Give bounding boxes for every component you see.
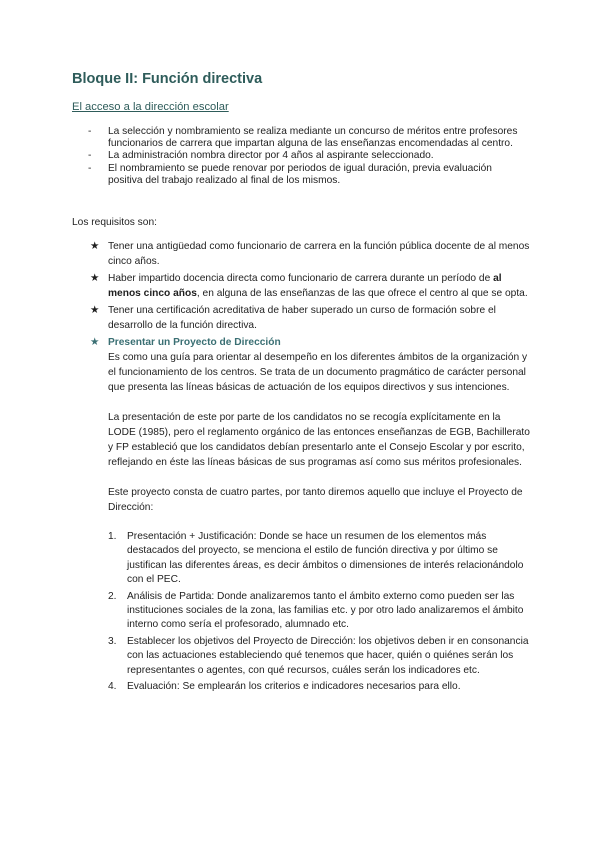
star-icon: ★ bbox=[90, 304, 100, 316]
part-number: 1. bbox=[108, 531, 117, 542]
project-paragraph: La presentación de este por parte de los candidatos no se recogía explícitamente en la LODE (1985), pero el reglamento orgánico de las entonces enseñanzas de EGB, Bachillerato y FP estableció que los candidatos debían presentarlo ante el Consejo Escolar y por escrito, reflejando en éste las líneas básicas de sus programas así como sus méritos profesionales. bbox=[108, 412, 530, 468]
subsection-title: El acceso a la dirección escolar bbox=[72, 101, 229, 113]
requirement-text: Haber impartido docencia directa como funcionario de carrera durante un período de bbox=[108, 273, 494, 284]
requirement-item bbox=[90, 239, 530, 269]
requirement-item-project bbox=[90, 335, 530, 694]
project-heading: Presentar un Proyecto de Dirección bbox=[108, 337, 281, 348]
access-item: - La administración nombra director por 4 años al aspirante seleccionado. bbox=[88, 150, 528, 162]
star-icon: ★ bbox=[90, 240, 100, 252]
star-icon: ★ bbox=[90, 336, 100, 348]
part-number: 4. bbox=[108, 681, 117, 693]
part-text: Análisis de Partida: Donde analizaremos tanto el ámbito externo como pueden ser las instituciones sociales de la zona, las familias etc. y por otro lado analizaremos el ámbito interno como sería el profesorado, alumnado etc. bbox=[127, 590, 524, 631]
part-number: 3. bbox=[108, 635, 117, 647]
part-number: 2. bbox=[108, 590, 117, 602]
project-part bbox=[108, 530, 530, 588]
part-text: Establecer los objetivos del Proyecto de Dirección: los objetivos deben ir en consonancia con las actuaciones estableciendo qué tenemos que hacer, quién o quiénes serán los representantes o agentes, con qué recursos, cuáles serán los indicadores etc. bbox=[127, 635, 529, 676]
requirements-list bbox=[90, 239, 530, 696]
star-icon: ★ bbox=[90, 272, 100, 284]
project-parts-list bbox=[108, 530, 530, 694]
section-title: Bloque II: Función directiva bbox=[72, 71, 263, 87]
project-part bbox=[108, 635, 530, 678]
requirement-emphasis: al menos cinco años bbox=[108, 273, 502, 299]
requirement-text: Tener una antigüedad como funcionario de carrera en la función pública docente de al menos cinco años. bbox=[108, 241, 530, 267]
access-item: - La selección y nombramiento se realiza mediante un concurso de méritos entre profesores funcionarios de carrera que impartan alguna de las enseñanzas encomendadas al centro. bbox=[88, 126, 528, 150]
project-paragraph: Este proyecto consta de cuatro partes, por tanto diremos aquello que incluye el Proyecto de Dirección: bbox=[108, 487, 523, 513]
part-text: Evaluación: Se emplearán los criterios e indicadores necesarios para ello. bbox=[127, 681, 461, 693]
access-item: - El nombramiento se puede renovar por periodos de igual duración, previa evaluación positiva del trabajo realizado al final de los mismos. bbox=[88, 163, 528, 187]
project-paragraph: Es como una guía para orientar al desempeño en los diferentes ámbitos de la organización y el funcionamiento de los centros. Se trata de un documento pragmático de carácter personal que presenta las líneas básicas de actuación de los equipos directivos y sus intenciones. bbox=[108, 352, 528, 393]
access-list bbox=[88, 126, 528, 187]
project-part bbox=[108, 590, 530, 633]
requirements-intro: Los requisitos son: bbox=[72, 217, 157, 228]
requirement-text: , en alguna de las enseñanzas de las que ofrece el centro al que se opta. bbox=[196, 288, 528, 299]
requirement-item bbox=[90, 303, 530, 333]
part-text: Presentación + Justificación: Donde se hace un resumen de los elementos más destacados del proyecto, se menciona el estilo de función directiva y por último se justifican las diferentes áreas, es decir ámbitos o dimensiones de interés relacionándolo con el PEC. bbox=[127, 531, 524, 586]
requirement-item bbox=[90, 271, 530, 301]
requirement-text: Tener una certificación acreditativa de haber superado un curso de formación sobre el desarrollo de la función directiva. bbox=[108, 305, 496, 331]
project-part bbox=[108, 680, 530, 694]
